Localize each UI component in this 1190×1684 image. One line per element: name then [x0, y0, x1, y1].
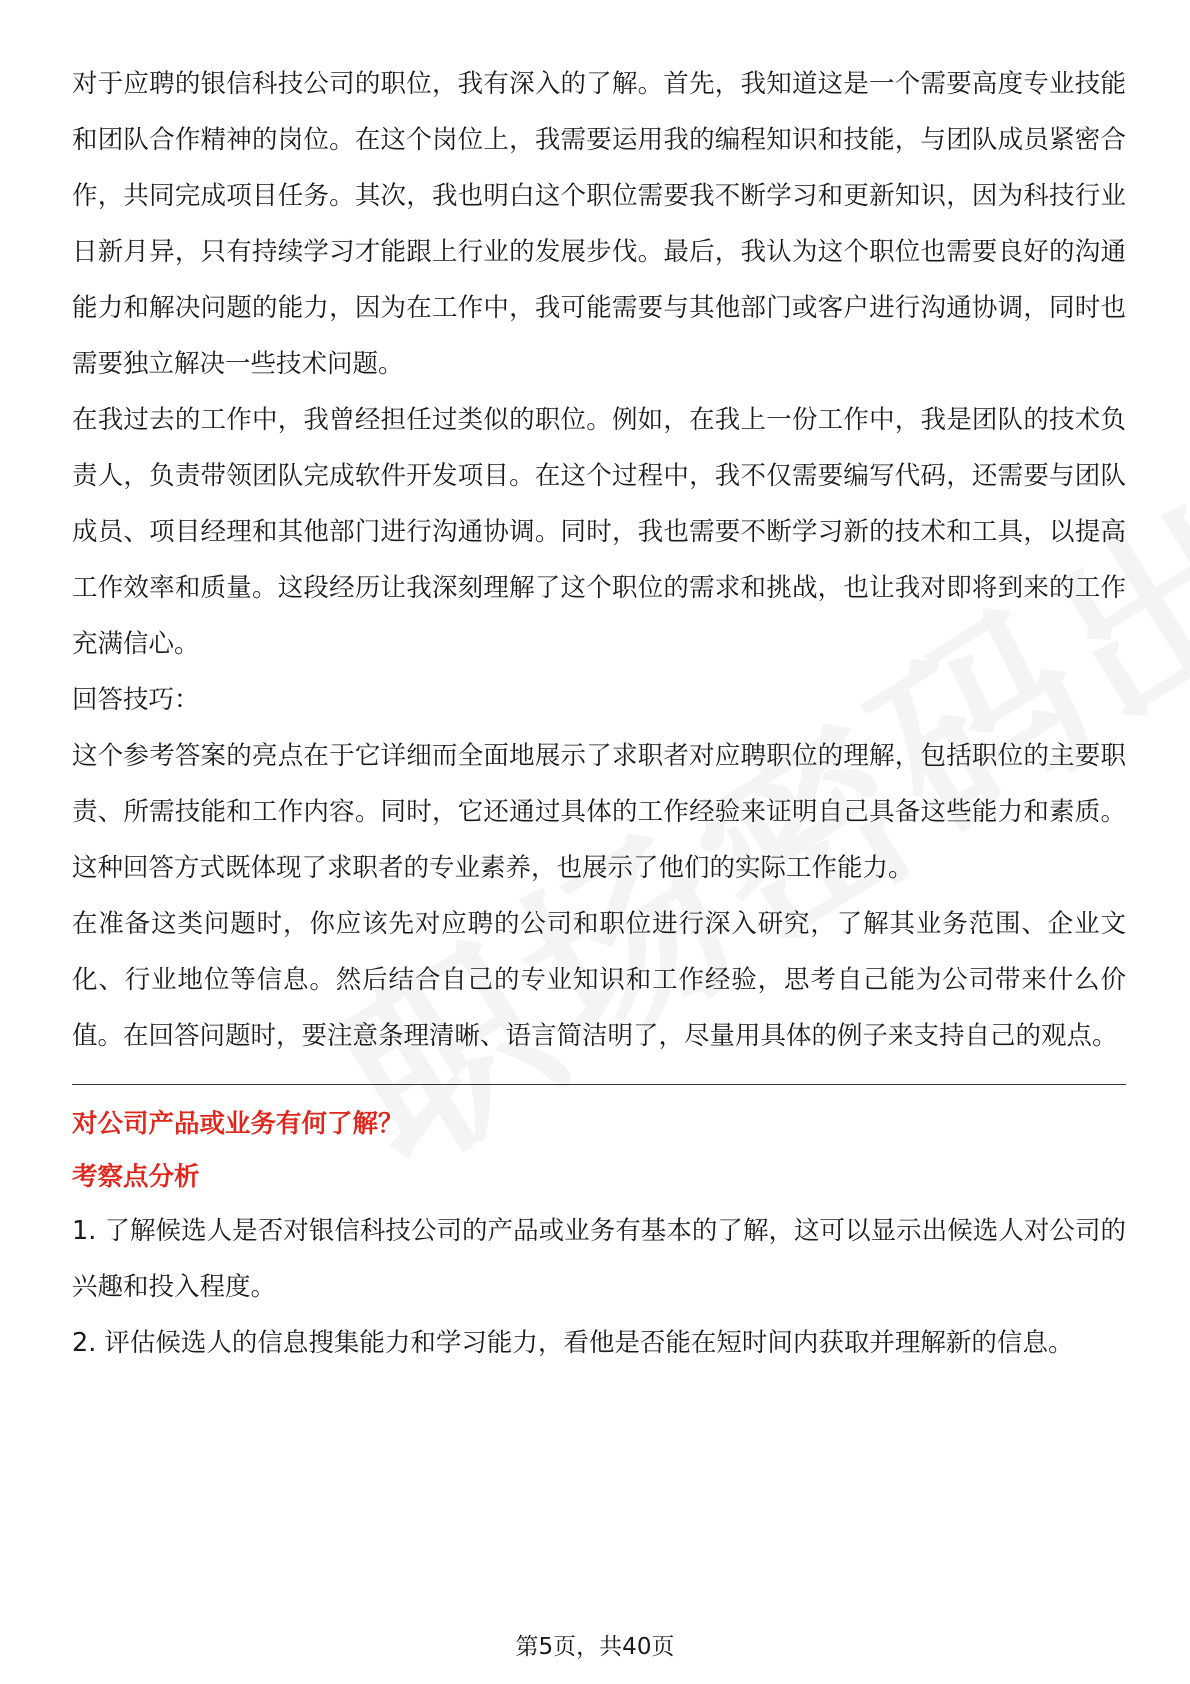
page-number: 第5页，共40页: [515, 1634, 675, 1660]
document-body: [72, 56, 1126, 1371]
answer-paragraph-1: 对于应聘的银信科技公司的职位，我有深入的了解。首先，我知道这是一个需要高度专业技能和团队合作精神的岗位。在这个岗位上，我需要运用我的编程知识和技能，与团队成员紧密合作，共同完成项目任务。其次，我也明白这个职位需要我不断学习和更新知识，因为科技行业日新月异，只有持续学习才能跟上行业的发展步伐。最后，我认为这个职位也需要良好的沟通能力和解决问题的能力，因为在工作中，我可能需要与其他部门或客户进行沟通协调，同时也需要独立解决一些技术问题。: [72, 69, 1126, 379]
analysis-point-1: 1. 了解候选人是否对银信科技公司的产品或业务有基本的了解，这可以显示出候选人对公司的兴趣和投入程度。: [72, 1216, 1126, 1302]
tips-paragraph-1: 这个参考答案的亮点在于它详细而全面地展示了求职者对应聘职位的理解，包括职位的主要职责、所需技能和工作内容。同时，它还通过具体的工作经验来证明自己具备这些能力和素质。这种回答方式既体现了求职者的专业素养，也展示了他们的实际工作能力。: [72, 741, 1126, 883]
analysis-point-2: 2. 评估候选人的信息搜集能力和学习能力，看他是否能在短时间内获取并理解新的信息。: [72, 1328, 1074, 1358]
question-title: 对公司产品或业务有何了解？: [72, 1109, 404, 1139]
tips-heading: 回答技巧：: [72, 685, 200, 715]
section-divider: [72, 1084, 1126, 1085]
analysis-section-title: 考察点分析: [72, 1162, 200, 1192]
answer-paragraph-2: 在我过去的工作中，我曾经担任过类似的职位。例如，在我上一份工作中，我是团队的技术负责人，负责带领团队完成软件开发项目。在这个过程中，我不仅需要编写代码，还需要与团队成员、项目经理和其他部门进行沟通协调。同时，我也需要不断学习新的技术和工具，以提高工作效率和质量。这段经历让我深刻理解了这个职位的需求和挑战，也让我对即将到来的工作充满信心。: [72, 405, 1126, 659]
tips-paragraph-2: 在准备这类问题时，你应该先对应聘的公司和职位进行深入研究，了解其业务范围、企业文化、行业地位等信息。然后结合自己的专业知识和工作经验，思考自己能为公司带来什么价值。在回答问题时，要注意条理清晰、语言简洁明了，尽量用具体的例子来支持自己的观点。: [72, 909, 1126, 1051]
